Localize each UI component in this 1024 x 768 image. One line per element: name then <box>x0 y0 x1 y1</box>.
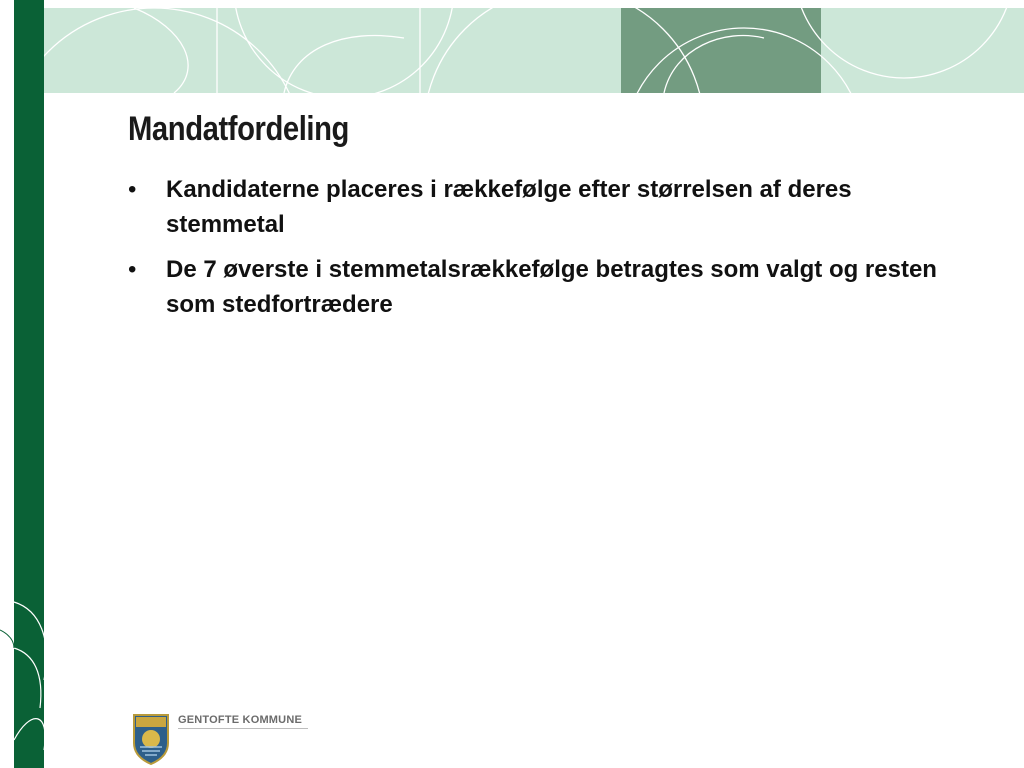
municipal-crest-icon <box>132 713 170 765</box>
footer-logo <box>132 713 332 765</box>
bullet-text: De 7 øverste i stemmetalsrækkefølge betragtes som valgt og resten som stedfortrædere <box>166 256 937 318</box>
bullet-marker: • <box>128 256 137 283</box>
bullet-marker: • <box>128 176 137 203</box>
left-decoration-arcs <box>0 590 60 768</box>
bullet-list <box>128 172 958 332</box>
slide-title: Mandatfordeling <box>128 110 349 148</box>
bullet-item <box>128 252 958 322</box>
organization-underline <box>178 728 308 729</box>
header-banner <box>44 8 1024 93</box>
header-decorative-arcs <box>44 8 1024 93</box>
organization-name: GENTOFTE KOMMUNE <box>178 714 302 726</box>
bullet-text: Kandidaterne placeres i rækkefølge efter størrelsen af deres stemmetal <box>166 176 852 238</box>
bullet-item <box>128 172 958 242</box>
